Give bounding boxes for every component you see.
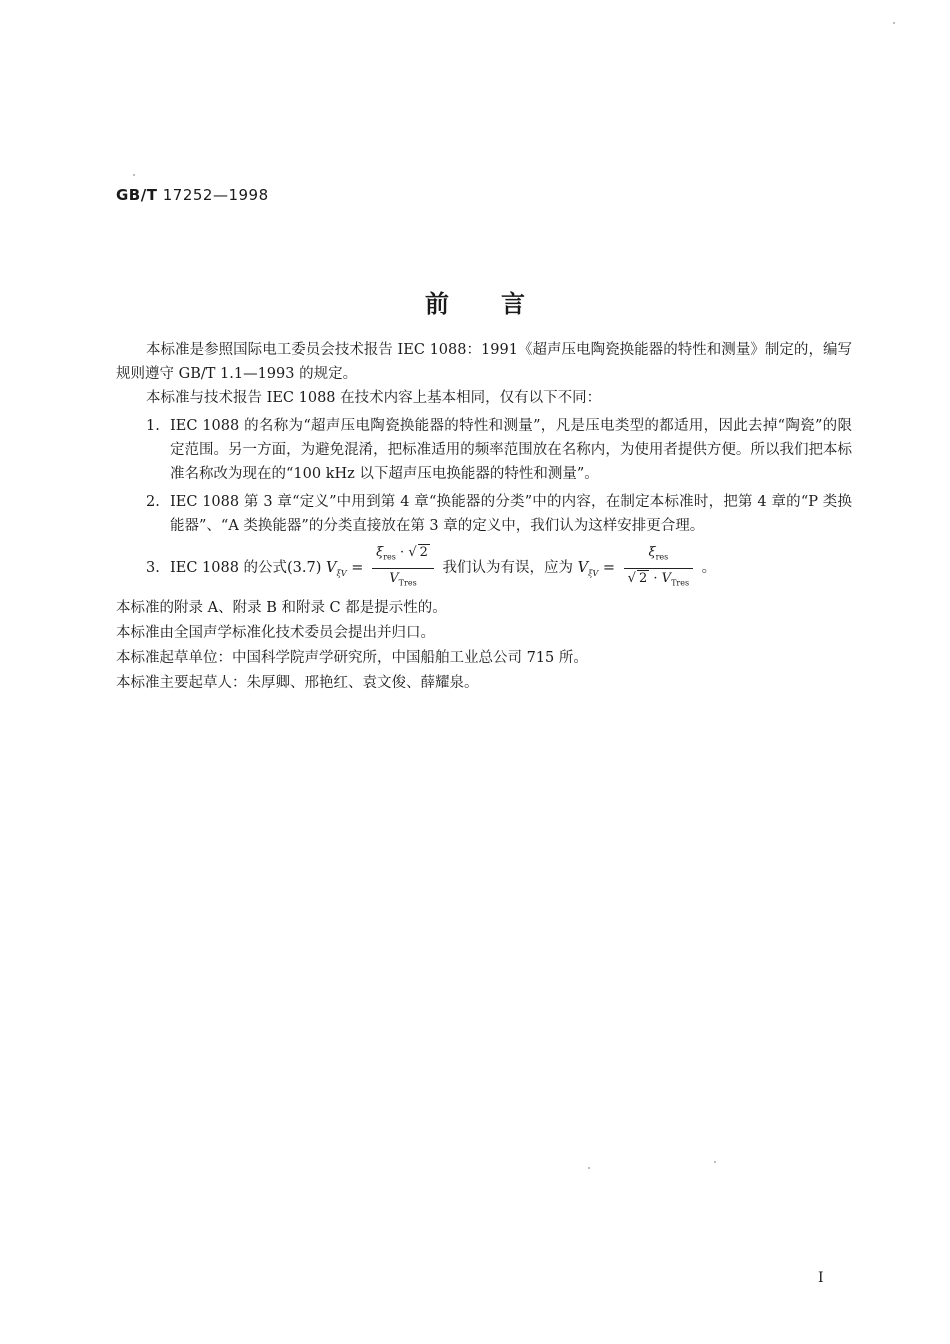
closing-drafting-units: 本标准起草单位：中国科学院声学研究所，中国船舶工业总公司 715 所。 [116, 650, 588, 666]
list-item-number: 1. [146, 418, 160, 434]
formula-lhs-corrected: $V_{\xi V}$ [577, 560, 599, 578]
formula-corrected-fraction: $\frac{\xi_{res}}{√ 2 \cdot V_{Tres}}$ [624, 545, 693, 591]
formula-equals-corrected: = [602, 560, 616, 576]
formula-middle: 我们认为有误，应为 [442, 560, 574, 576]
paragraph-differences: 本标准与技术报告 IEC 1088 在技术内容上基本相同，仅有以下不同： [146, 390, 602, 406]
scan-speck [714, 1161, 716, 1163]
closing-proposer: 本标准由全国声学标准化技术委员会提出并归口。 [116, 625, 435, 641]
list-item [116, 490, 852, 538]
list-item-text: IEC 1088 第 3 章“定义”中用到第 4 章“换能器的分类”中的内容，在制定本标准时，把第 4 章的“P 类换能器”、“A 类换能器”的分类直接放在第 3 章的定义中，我们认为这样安排更合理。 [170, 494, 852, 534]
formula-original-fraction: $\frac{\xi_{res} \cdot √ 2}{V_{Tres}}$ [372, 545, 434, 591]
formula-lhs: $V_{\xi V}$ [326, 560, 347, 578]
closing-statements [116, 596, 852, 695]
formula-prefix: IEC 1088 的公式(3.7) [170, 560, 322, 576]
list-item-formula [116, 544, 852, 592]
scan-speck [133, 174, 135, 176]
list-item-number: 3. [146, 560, 160, 576]
document-id [116, 186, 269, 204]
scan-speck [893, 22, 895, 24]
page-title: 前言 [425, 289, 577, 318]
scan-speck [588, 1167, 590, 1169]
list-item [116, 414, 852, 486]
formula-suffix: 。 [701, 560, 717, 576]
closing-appendix: 本标准的附录 A、附录 B 和附录 C 都是提示性的。 [116, 600, 447, 616]
page-number: I [818, 1270, 824, 1286]
closing-drafters: 本标准主要起草人：朱厚卿、邢艳红、袁文俊、薛耀泉。 [116, 675, 479, 691]
document-code: GB/T [116, 186, 158, 204]
list-item-number: 2. [146, 494, 160, 510]
preface-body [116, 338, 852, 696]
formula-equals: = [351, 560, 364, 576]
list-item-text: IEC 1088 的名称为“超声压电陶瓷换能器的特性和测量”，凡是压电类型的都适用，因此去掉“陶瓷”的限定范围。另一方面，为避免混淆，把标准适用的频率范围放在名称内，为使用者提供方便。所以我们把本标准名称改为现在的“100 kHz 以下超声压电换能器的特性和测量”。 [170, 418, 852, 482]
paragraph-reference: 本标准是参照国际电工委员会技术报告 IEC 1088：1991《超声压电陶瓷换能器的特性和测量》制定的，编写规则遵守 GB/T 1.1—1993 的规定。 [116, 342, 852, 382]
document-number: 17252—1998 [162, 186, 269, 204]
